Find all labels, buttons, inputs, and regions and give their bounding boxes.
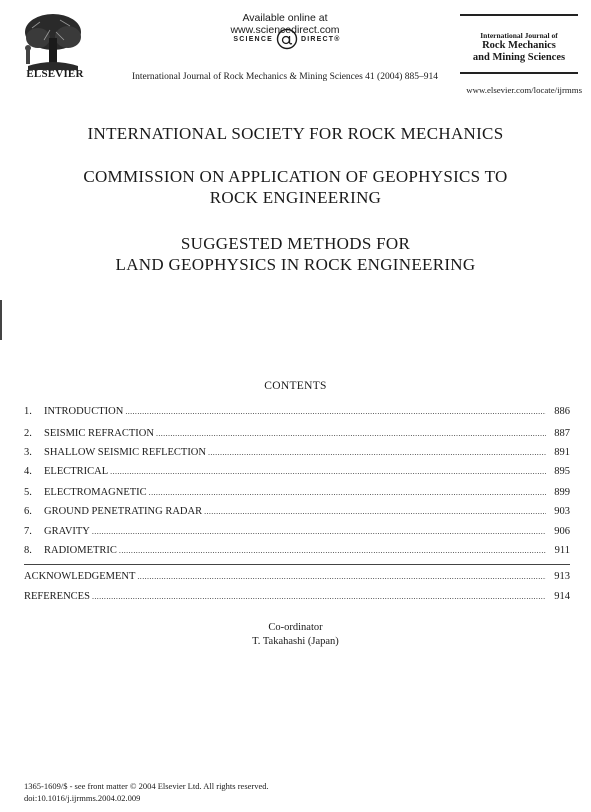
toc-row[interactable] [24, 526, 570, 540]
suggested-title-line2: LAND GEOPHYSICS IN ROCK ENGINEERING [115, 255, 476, 274]
commission-title-line1: COMMISSION ON APPLICATION OF GEOPHYSICS TO [83, 167, 508, 186]
society-title: INTERNATIONAL SOCIETY FOR ROCK MECHANICS [87, 124, 504, 143]
journal-name [460, 40, 578, 64]
coordinator-label: Co-ordinator [268, 622, 323, 633]
toc-label: INTRODUCTION [44, 406, 124, 417]
toc-leader-dots [119, 545, 546, 556]
toc-number: 7. [24, 526, 32, 537]
toc-label: RADIOMETRIC [44, 545, 117, 556]
toc-row[interactable] [24, 466, 570, 480]
toc-leader-dots [110, 466, 546, 477]
toc-row[interactable] [24, 428, 570, 442]
toc-row[interactable] [24, 406, 570, 420]
toc-leader-dots [92, 526, 546, 537]
toc-label: SEISMIC REFRACTION [44, 428, 154, 439]
scan-margin-mark [0, 300, 2, 340]
toc-number: 5. [24, 487, 32, 498]
toc-leader-dots [92, 591, 546, 602]
toc-page-number: 913 [554, 571, 570, 582]
toc-row[interactable] [24, 545, 570, 559]
toc-label: SHALLOW SEISMIC REFLECTION [44, 447, 206, 458]
toc-row[interactable] [24, 487, 570, 501]
journal-citation: International Journal of Rock Mechanics & Mining Sciences 41 (2004) 885–914 [131, 72, 439, 82]
toc-leader-dots [149, 487, 546, 498]
contents-heading: CONTENTS [264, 380, 327, 392]
toc-label: ELECTROMAGNETIC [44, 487, 147, 498]
toc-number: 3. [24, 447, 32, 458]
toc-label: GRAVITY [44, 526, 90, 537]
journal-label: International Journal of [480, 31, 558, 40]
toc-row[interactable] [24, 571, 570, 585]
sciencedirect-left-text: SCIENCE [233, 35, 273, 43]
toc-leader-dots [125, 406, 546, 417]
sciencedirect-right-text: DIRECT® [300, 35, 341, 43]
toc-label: REFERENCES [24, 591, 90, 602]
toc-number: 1. [24, 406, 32, 417]
journal-name-line2: and Mining Sciences [472, 52, 566, 63]
toc-page-number: 895 [554, 466, 570, 477]
toc-page-number: 887 [554, 428, 570, 439]
commission-title-line2: ROCK ENGINEERING [209, 188, 382, 207]
toc-row[interactable] [24, 591, 570, 605]
journal-name-line1: Rock Mechanics [482, 40, 556, 51]
toc-label: ELECTRICAL [44, 466, 109, 477]
toc-page-number: 903 [554, 506, 570, 517]
toc-leader-dots [137, 571, 546, 582]
publisher-name: ELSEVIER [26, 68, 84, 80]
toc-label: ACKNOWLEDGEMENT [24, 571, 136, 582]
sciencedirect-at-icon [276, 28, 298, 50]
journal-url: www.elsevier.com/locate/ijrmms [466, 85, 582, 95]
sciencedirect-logo [212, 27, 362, 51]
toc-page-number: 899 [554, 487, 570, 498]
toc-leader-dots [204, 506, 546, 517]
toc-number: 8. [24, 545, 32, 556]
toc-row[interactable] [24, 447, 570, 461]
toc-number: 4. [24, 466, 32, 477]
toc-page-number: 906 [554, 526, 570, 537]
copyright-line: 1365-1609/$ - see front matter © 2004 Elsevier Ltd. All rights reserved. [24, 781, 269, 791]
toc-number: 6. [24, 506, 32, 517]
contents-separator [24, 564, 570, 565]
available-online-text: Available online at www.sciencedirect.com [230, 12, 340, 36]
toc-leader-dots [156, 428, 546, 439]
suggested-title-line1: SUGGESTED METHODS FOR [180, 234, 411, 253]
toc-label: GROUND PENETRATING RADAR [44, 506, 203, 517]
toc-page-number: 911 [554, 545, 570, 556]
coordinator-name: T. Takahashi (Japan) [252, 636, 339, 647]
toc-page-number: 891 [554, 447, 570, 458]
toc-page-number: 886 [554, 406, 570, 417]
toc-number: 2. [24, 428, 32, 439]
doi-line: doi:10.1016/j.ijrmms.2004.02.009 [24, 793, 141, 803]
toc-page-number: 914 [554, 591, 570, 602]
toc-row[interactable] [24, 506, 570, 520]
toc-leader-dots [208, 447, 546, 458]
